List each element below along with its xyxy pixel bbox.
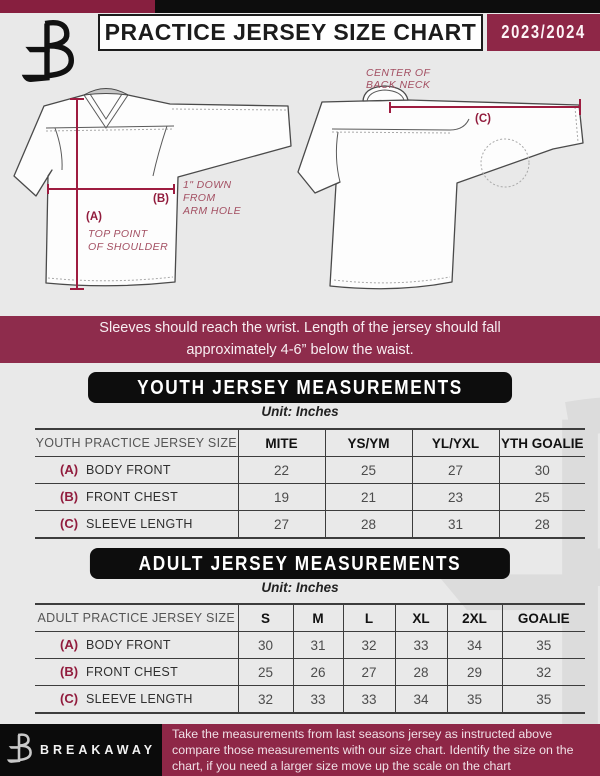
value-cell: 26 <box>293 659 343 686</box>
measure-label: SLEEVE LENGTH <box>86 692 193 706</box>
table-row <box>35 686 585 714</box>
front-jersey-drawing <box>14 89 291 290</box>
back-jersey-drawing <box>298 67 583 289</box>
measure-key: (A) <box>60 462 79 477</box>
footer-brand-block <box>0 724 162 776</box>
season-badge <box>487 14 600 51</box>
value-cell: 27 <box>412 457 499 484</box>
adult-section-header <box>90 548 510 579</box>
youth-size-goalie: YTH GOALIE <box>499 429 585 457</box>
label-A-desc-line1: TOP POINT <box>88 228 148 240</box>
youth-size-ysym: YS/YM <box>325 429 412 457</box>
measure-key: (C) <box>60 516 79 531</box>
measure-key: (A) <box>60 637 79 652</box>
measure-key: (B) <box>60 664 79 679</box>
value-cell: 31 <box>412 511 499 539</box>
value-cell: 34 <box>447 632 502 659</box>
label-A-desc-line2: OF SHOULDER <box>88 241 169 253</box>
adult-size-goalie: GOALIE <box>502 604 585 632</box>
jersey-measurement-diagram <box>0 58 600 316</box>
adult-size-m: M <box>293 604 343 632</box>
value-cell: 28 <box>325 511 412 539</box>
adult-section-title: ADULT JERSEY MEASUREMENTS <box>138 551 462 575</box>
footer <box>0 724 600 776</box>
label-B-desc-line2: FROM <box>183 192 216 204</box>
value-cell: 23 <box>412 484 499 511</box>
label-B-desc-line3: ARM HOLE <box>183 205 242 217</box>
value-cell: 28 <box>395 659 447 686</box>
value-cell: 25 <box>499 484 585 511</box>
value-cell: 35 <box>502 686 585 714</box>
measure-label: BODY FRONT <box>86 638 171 652</box>
value-cell: 25 <box>238 659 293 686</box>
value-cell: 25 <box>325 457 412 484</box>
youth-unit-label: Unit: Inches <box>261 404 339 419</box>
table-row <box>35 632 585 659</box>
adult-size-l: L <box>343 604 395 632</box>
youth-size-mite: MITE <box>238 429 325 457</box>
value-cell: 33 <box>395 632 447 659</box>
value-cell: 33 <box>343 686 395 714</box>
value-cell: 30 <box>238 632 293 659</box>
value-cell: 33 <box>293 686 343 714</box>
top-accent-strip <box>0 0 600 13</box>
measure-label: FRONT CHEST <box>86 665 179 679</box>
label-B-desc-line1: 1" DOWN <box>183 179 232 191</box>
value-cell: 28 <box>499 511 585 539</box>
value-cell: 19 <box>238 484 325 511</box>
measure-key: (B) <box>60 489 79 504</box>
value-cell: 30 <box>499 457 585 484</box>
value-cell: 32 <box>238 686 293 714</box>
season-label: 2023/2024 <box>501 22 586 42</box>
brand-name: BREAKAWAY <box>39 743 157 757</box>
fit-note-line1: Sleeves should reach the wrist. Length of the jersey should fall <box>99 320 501 337</box>
adult-table-title-cell: ADULT PRACTICE JERSEY SIZE <box>35 604 238 632</box>
label-C: (C) <box>475 113 491 125</box>
breakaway-footer-logo-icon <box>6 732 32 768</box>
adult-size-2xl: 2XL <box>447 604 502 632</box>
label-A: (A) <box>86 211 102 223</box>
footer-note: Take the measurements from last seasons jersey as instructed above compare those measurements with our size chart. Identify the size on the chart, if you need a larger size move up the scale on the chart <box>172 726 574 774</box>
value-cell: 21 <box>325 484 412 511</box>
adult-table-header-row <box>35 604 585 632</box>
footer-note-block <box>162 724 600 776</box>
youth-size-ylyxl: YL/YXL <box>412 429 499 457</box>
label-C-desc-line1: CENTER OF <box>366 67 431 79</box>
value-cell: 22 <box>238 457 325 484</box>
strip-maroon <box>0 0 155 13</box>
adult-size-table <box>35 603 585 714</box>
measure-label: FRONT CHEST <box>86 490 179 504</box>
label-C-desc-line2: BACK NECK <box>366 79 431 91</box>
measure-label: BODY FRONT <box>86 463 171 477</box>
value-cell: 32 <box>343 632 395 659</box>
fit-note-banner <box>0 316 600 363</box>
measure-key: (C) <box>60 691 79 706</box>
youth-section-header <box>88 372 512 403</box>
page-title-box <box>98 14 483 51</box>
table-row <box>35 659 585 686</box>
value-cell: 27 <box>343 659 395 686</box>
adult-size-s: S <box>238 604 293 632</box>
value-cell: 35 <box>502 632 585 659</box>
page-title: PRACTICE JERSEY SIZE CHART <box>104 19 477 45</box>
fit-note-line2: approximately 4-6” below the waist. <box>186 341 414 358</box>
value-cell: 34 <box>395 686 447 714</box>
value-cell: 29 <box>447 659 502 686</box>
youth-table-title-cell: YOUTH PRACTICE JERSEY SIZE <box>35 429 238 457</box>
label-B: (B) <box>153 193 169 205</box>
strip-black <box>155 0 600 13</box>
table-row <box>35 511 585 539</box>
adult-size-xl: XL <box>395 604 447 632</box>
value-cell: 32 <box>502 659 585 686</box>
table-row <box>35 484 585 511</box>
breakaway-logo-icon <box>20 16 74 94</box>
value-cell: 27 <box>238 511 325 539</box>
youth-section-title: YOUTH JERSEY MEASUREMENTS <box>137 375 463 399</box>
youth-table-header-row <box>35 429 585 457</box>
value-cell: 31 <box>293 632 343 659</box>
adult-unit-label: Unit: Inches <box>261 580 339 595</box>
table-row <box>35 457 585 484</box>
youth-size-table <box>35 428 585 539</box>
value-cell: 35 <box>447 686 502 714</box>
measure-label: SLEEVE LENGTH <box>86 517 193 531</box>
